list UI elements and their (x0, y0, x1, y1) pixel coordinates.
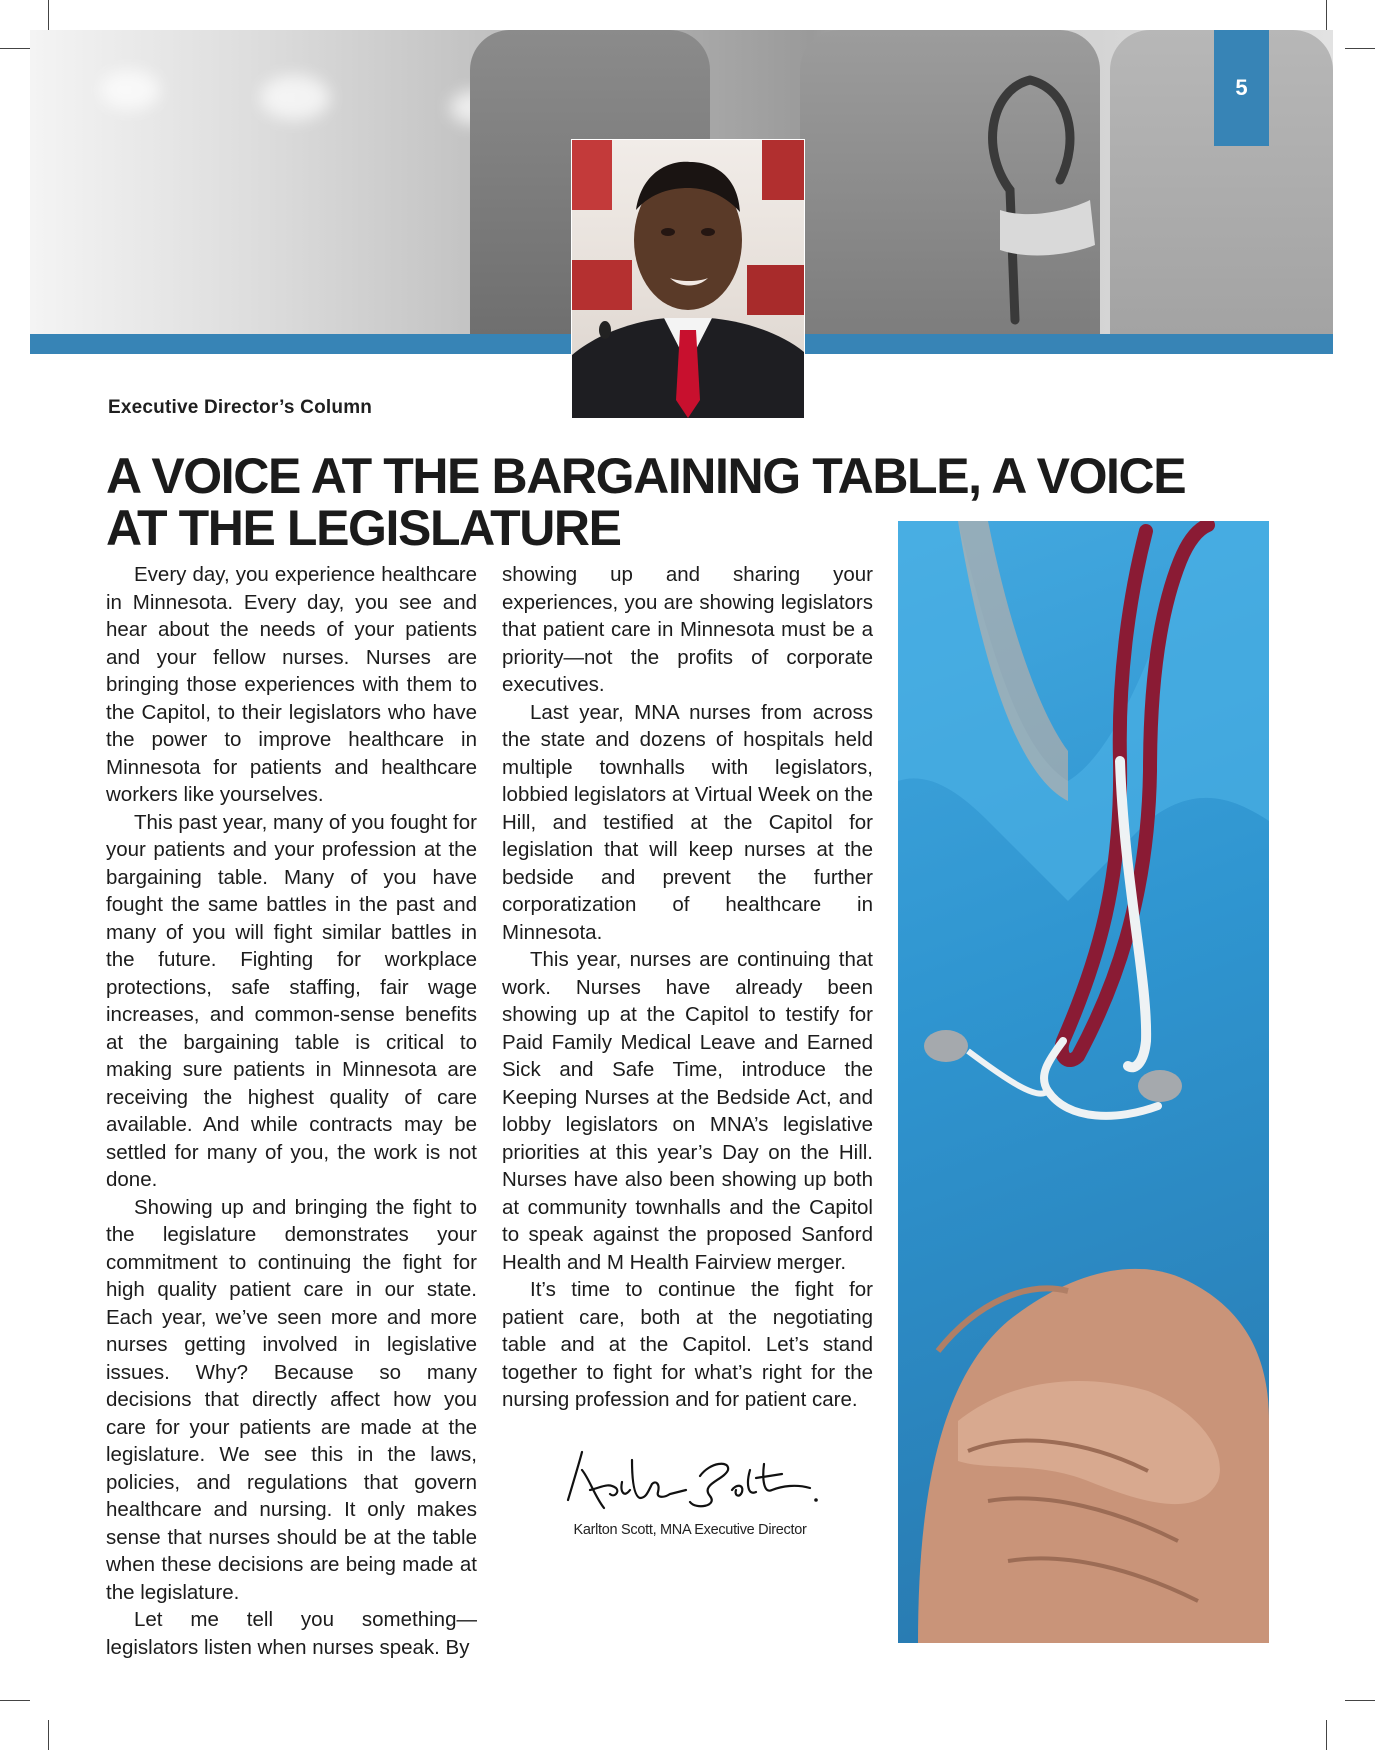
light-bokeh (260, 75, 330, 120)
signature-caption: Karlton Scott, MNA Executive Director (573, 1522, 807, 1538)
handwritten-signature (560, 1440, 830, 1520)
page-number: 5 (1214, 30, 1269, 146)
paragraph: Showing up and bringing the fight to the legislature demonstrates your commitment to continuing the fight for high quality patient care in our state. Each year, we’ve seen more and more nurses getting involved in legislative issues. Why? Because so many decisions that directly affect how you care for your patients are made at the legislature. We see this in the laws, policies, and regulations that govern healthcare and nursing. It only makes sense that nurses should be at the table when these decisions are being made at the legislature. (106, 1195, 477, 1604)
paragraph: Every day, you experience healthcare in Minnesota. Every day, you see and hear about the needs of your patients and your fellow nurses. Nurses are bringing those experiences with them to the Capitol, to their legislators who have the power to improve healthcare in Minnesota for patients and healthcare workers like yourselves. (106, 563, 477, 806)
section-label: Executive Director’s Column (108, 397, 373, 418)
crop-mark (48, 0, 49, 30)
paragraph: It’s time to continue the fight for patient care, both at the negotiating table and at the Capitol. Let’s stand together to fight for what’s right for the nursing profession and for patient care. (502, 1278, 873, 1411)
nurse-hands-photo (898, 521, 1269, 1643)
article-column-1 (106, 561, 477, 1661)
crop-mark (1326, 1720, 1327, 1750)
portrait-illustration (572, 140, 804, 418)
crop-mark (1345, 48, 1375, 49)
light-bokeh (100, 70, 160, 110)
paragraph: showing up and sharing your experiences, you are showing legislators that patient care in Minnesota must be a priority—not the profits of corporate executives. (502, 563, 873, 696)
photo-illustration (898, 521, 1269, 1643)
author-portrait (571, 139, 805, 419)
paragraph: This year, nurses are continuing that work. Nurses have already been showing up at the Capitol to testify for Paid Family Medical Leave and Earned Sick and Safe Time, introduce the Keeping Nurses at the Bedside Act, and lobby legislators on MNA’s legislative priorities at this year’s Day on the Hill. Nurses have also been showing up both at community townhalls and the Capitol to speak against the proposed Sanford Health and M Health Fairview merger. (502, 948, 873, 1274)
paragraph: This past year, many of you fought for your patients and your profession at the bargaining table. Many of you have fought the same battles in the past and many of you will fight similar battles in the future. Fighting for workplace protections, safe staffing, fair wage increases, and common-sense benefits at the bargaining table is critical to making sure patients in Minnesota are receiving the highest quality of care available. And while contracts may be settled for many of you, the work is not done. (106, 810, 477, 1191)
stethoscope-icon (970, 70, 1100, 330)
paragraph: Let me tell you something—legislators listen when nurses speak. By (106, 1608, 477, 1659)
crop-mark (1345, 1700, 1375, 1701)
crop-mark (1326, 0, 1327, 30)
article-column-2 (502, 561, 873, 1414)
paragraph: Last year, MNA nurses from across the state and dozens of hospitals held multiple townhalls with legislators, lobbied legislators at Virtual Week on the Hill, and testified at the Capitol for legislation that will keep nurses at the bedside and prevent the further corporatization of healthcare in Minnesota. (502, 700, 873, 944)
crop-mark (0, 1700, 30, 1701)
crop-mark (48, 1720, 49, 1750)
crop-mark (0, 48, 30, 49)
article-headline: A VOICE AT THE BARGAINING TABLE, A VOICE AT THE LEGISLATURE (106, 448, 1186, 556)
